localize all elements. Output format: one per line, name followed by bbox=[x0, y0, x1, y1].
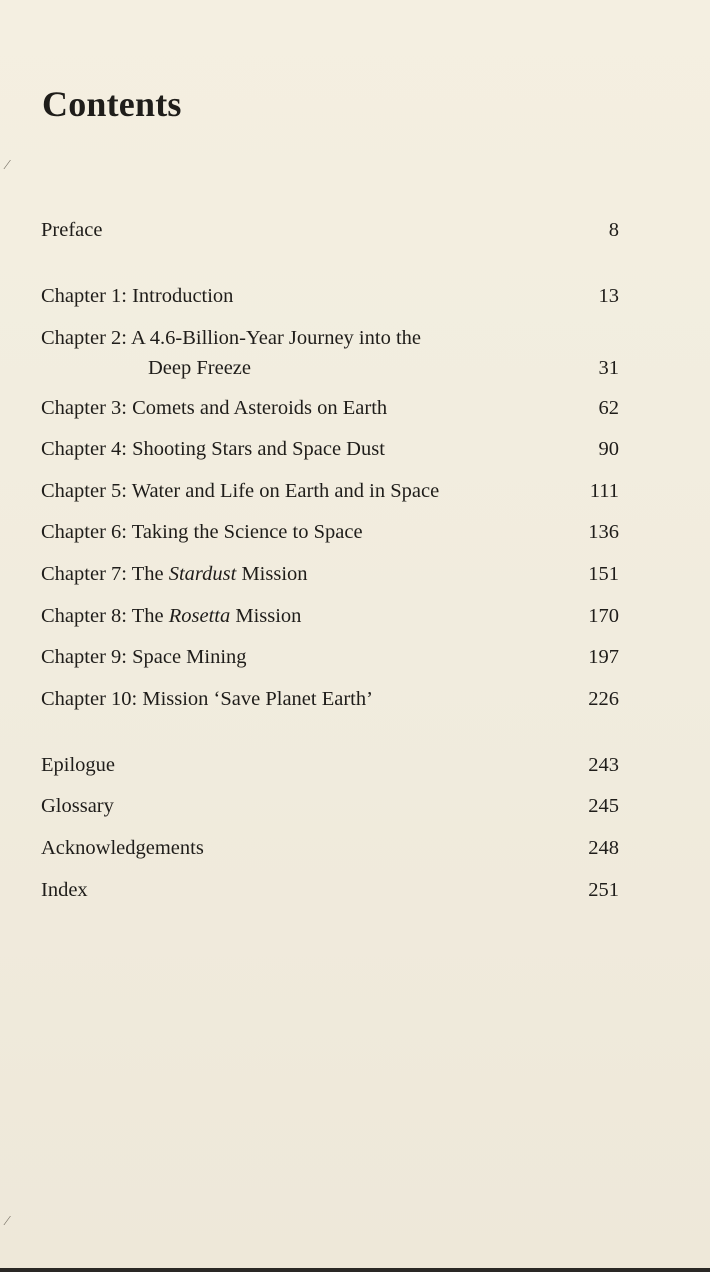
toc-entry-chapter-9 bbox=[41, 641, 619, 673]
toc-entry-chapter-5 bbox=[41, 475, 619, 507]
toc-page-number: 251 bbox=[588, 879, 619, 901]
toc-entry-title: Acknowledgements bbox=[41, 837, 204, 859]
toc-entry-title-continuation: Deep Freeze bbox=[148, 357, 252, 379]
toc-page-number: 8 bbox=[608, 219, 619, 241]
toc-page-number: 90 bbox=[598, 438, 619, 460]
toc-page-number: 243 bbox=[588, 754, 619, 776]
toc-entry-title: Preface bbox=[41, 219, 103, 241]
toc-entry-title: Index bbox=[41, 879, 88, 901]
toc-entry-index bbox=[41, 874, 619, 906]
toc-entry-title: Chapter 5: Water and Life on Earth and in Space bbox=[41, 480, 440, 502]
toc-entry-chapter-8 bbox=[41, 600, 619, 632]
toc-entry-title: Chapter 2: A 4.6-Billion-Year Journey into the bbox=[41, 327, 421, 349]
toc-page-number: 136 bbox=[588, 521, 619, 543]
toc-entry-chapter-2 bbox=[41, 322, 619, 384]
ink-mark: ⁄ bbox=[6, 1214, 9, 1229]
toc-page-number: 13 bbox=[598, 285, 619, 307]
page-bottom-edge bbox=[0, 1268, 710, 1272]
toc-entry-chapter-6 bbox=[41, 516, 619, 548]
toc-entry-chapter-3 bbox=[41, 392, 619, 424]
toc-entry-title: Chapter 9: Space Mining bbox=[41, 646, 247, 668]
toc-entry-chapter-1 bbox=[41, 280, 619, 312]
toc-page-number: 245 bbox=[588, 795, 619, 817]
toc-entry-title: Chapter 4: Shooting Stars and Space Dust bbox=[41, 438, 385, 460]
toc-entry-title: Chapter 6: Taking the Science to Space bbox=[41, 521, 363, 543]
toc-entry-epilogue bbox=[41, 749, 619, 781]
toc-entry-title: Chapter 1: Introduction bbox=[41, 285, 234, 307]
toc-entry-acknowledgements bbox=[41, 832, 619, 864]
ink-mark: ⁄ bbox=[6, 158, 9, 173]
toc-page-number: 197 bbox=[588, 646, 619, 668]
toc-page-number: 226 bbox=[588, 688, 619, 710]
toc-entry-title: Glossary bbox=[41, 795, 114, 817]
toc-entry-chapter-7 bbox=[41, 558, 619, 590]
toc-page-number: 111 bbox=[589, 480, 619, 502]
toc-page-number: 31 bbox=[598, 357, 619, 379]
toc-entry-chapter-4 bbox=[41, 433, 619, 465]
toc-entry-title: Epilogue bbox=[41, 754, 116, 776]
toc-entry-title: Chapter 8: The Rosetta Mission bbox=[41, 605, 302, 627]
toc-page-number: 151 bbox=[588, 563, 619, 585]
toc-entry-title: Chapter 3: Comets and Asteroids on Earth bbox=[41, 397, 388, 419]
toc-page-number: 62 bbox=[598, 397, 619, 419]
toc-entry-preface bbox=[41, 214, 619, 246]
page-title: Contents bbox=[42, 84, 182, 124]
toc-entry-title: Chapter 7: The Stardust Mission bbox=[41, 563, 308, 585]
toc-page-number: 170 bbox=[588, 605, 619, 627]
toc-entry-title: Chapter 10: Mission ‘Save Planet Earth’ bbox=[41, 688, 373, 710]
toc-entry-glossary bbox=[41, 790, 619, 822]
toc-page-number: 248 bbox=[588, 837, 619, 859]
toc-entry-chapter-10 bbox=[41, 683, 619, 715]
